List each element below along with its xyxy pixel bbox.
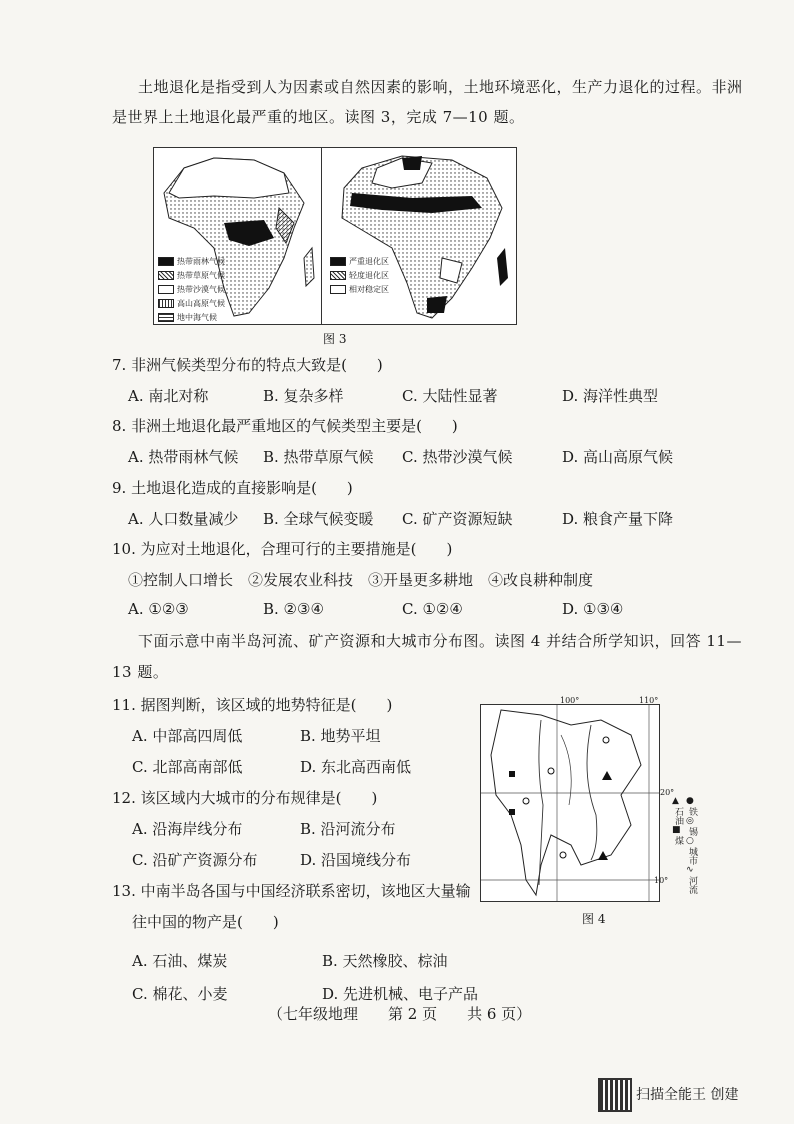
q7-option-a[interactable]: A. 南北对称 [128, 387, 209, 405]
rainforest-swatch [158, 257, 174, 266]
legend-rainforest: 热带雨林气候 [177, 257, 225, 266]
legend-stable: 相对稳定区 [349, 285, 389, 294]
figure-3-caption: 图 3 [323, 332, 347, 346]
coal-icon-2 [509, 809, 515, 815]
africa-land-degradation-map [321, 147, 517, 325]
q8-option-b[interactable]: B. 热带草原气候 [263, 448, 374, 466]
stable-swatch [330, 285, 346, 294]
q12-option-c[interactable]: C. 沿矿产资源分布 [132, 851, 258, 869]
q11-option-d[interactable]: D. 东北高西南低 [300, 758, 412, 776]
question-13-stem-line-1: 13. 中南半岛各国与中国经济联系密切，该地区大量输 [112, 882, 471, 900]
mild-swatch [330, 271, 346, 280]
page-footer: （七年级地理 第 2 页 共 6 页） [268, 1005, 532, 1023]
legend-city: ○ 城市 [686, 836, 697, 865]
q11-option-c[interactable]: C. 北部高南部低 [132, 758, 243, 776]
q12-option-b[interactable]: B. 沿河流分布 [300, 820, 396, 838]
figure-4-legend [672, 796, 686, 845]
indochina-map [480, 704, 660, 902]
lat-label-10: 10° [654, 876, 669, 885]
question-12-stem: 12. 该区域内大城市的分布规律是( ) [112, 789, 378, 807]
africa-climate-map [153, 147, 322, 325]
legend-highland: 高山高原气候 [177, 299, 225, 308]
figure-4-legend-2 [686, 796, 700, 894]
climate-legend [158, 256, 225, 326]
q9-option-d[interactable]: D. 粮食产量下降 [562, 510, 674, 528]
oil-icon-1 [602, 771, 612, 780]
savanna-swatch [158, 271, 174, 280]
coal-icon-1 [509, 771, 515, 777]
q7-option-b[interactable]: B. 复杂多样 [263, 387, 344, 405]
q11-option-b[interactable]: B. 地势平坦 [300, 727, 381, 745]
q13-option-d[interactable]: D. 先进机械、电子产品 [322, 985, 479, 1003]
lon-label-110: 110° [639, 696, 659, 705]
highland-swatch [158, 299, 174, 308]
lon-label-100: 100° [560, 696, 580, 705]
legend-tin: ◎ 锡 [686, 816, 697, 836]
q8-option-d[interactable]: D. 高山高原气候 [562, 448, 674, 466]
question-9-stem: 9. 土地退化造成的直接影响是( ) [112, 479, 353, 497]
q9-option-c[interactable]: C. 矿产资源短缺 [402, 510, 513, 528]
legend-severe: 严重退化区 [349, 257, 389, 266]
q11-option-a[interactable]: A. 中部高四周低 [132, 727, 243, 745]
city-icon-2 [560, 852, 566, 858]
legend-mild: 轻度退化区 [349, 271, 389, 280]
legend-river: ∿ 河流 [686, 865, 697, 894]
q8-option-c[interactable]: C. 热带沙漠气候 [402, 448, 513, 466]
legend-oil: ▲ 石油 [672, 796, 683, 825]
q8-option-a[interactable]: A. 热带雨林气候 [128, 448, 239, 466]
legend-desert: 热带沙漠气候 [177, 285, 225, 294]
q13-option-a[interactable]: A. 石油、煤炭 [132, 952, 228, 970]
q10-option-c[interactable]: C. ①②④ [402, 600, 463, 618]
intro2-line-1: 下面示意中南半岛河流、矿产资源和大城市分布图。读图 4 并结合所学知识，回答 11— [138, 632, 742, 650]
question-7-stem: 7. 非洲气候类型分布的特点大致是( ) [112, 356, 383, 374]
legend-coal: ■ 煤 [672, 825, 683, 845]
qr-code-icon [598, 1078, 632, 1112]
city-icon-3 [523, 798, 529, 804]
question-13-stem-line-2: 往中国的物产是( ) [132, 913, 279, 931]
severe-swatch [330, 257, 346, 266]
intro-line-2: 是世界上土地退化最严重的地区。读图 3，完成 7—10 题。 [112, 108, 525, 126]
q7-option-d[interactable]: D. 海洋性典型 [562, 387, 659, 405]
desert-swatch [158, 285, 174, 294]
figure-4-caption: 图 4 [582, 912, 606, 926]
q13-option-c[interactable]: C. 棉花、小麦 [132, 985, 228, 1003]
city-icon-4 [603, 737, 609, 743]
city-icon-1 [548, 768, 554, 774]
q13-option-b[interactable]: B. 天然橡胶、棕油 [322, 952, 448, 970]
watermark-text: 扫描全能王 创建 [636, 1087, 739, 1103]
legend-mediterranean: 地中海气候 [177, 313, 217, 322]
q7-option-c[interactable]: C. 大陆性显著 [402, 387, 498, 405]
q12-option-d[interactable]: D. 沿国境线分布 [300, 851, 412, 869]
indochina-map-shape [481, 705, 659, 901]
lat-label-20: 20° [660, 788, 675, 797]
q9-option-b[interactable]: B. 全球气候变暖 [263, 510, 374, 528]
q10-option-d[interactable]: D. ①③④ [562, 600, 624, 618]
question-10-stem: 10. 为应对土地退化，合理可行的主要措施是( ) [112, 540, 453, 558]
question-8-stem: 8. 非洲土地退化最严重地区的气候类型主要是( ) [112, 417, 458, 435]
intro-line-1: 土地退化是指受到人为因素或自然因素的影响，土地环境恶化，生产力退化的过程。非洲 [138, 78, 743, 96]
oil-icon-2 [598, 851, 608, 860]
question-11-stem: 11. 据图判断，该区域的地势特征是( ) [112, 696, 393, 714]
legend-iron: ● 铁 [686, 796, 697, 816]
question-10-measures: ①控制人口增长 ②发展农业科技 ③开垦更多耕地 ④改良耕种制度 [128, 571, 594, 589]
q12-option-a[interactable]: A. 沿海岸线分布 [132, 820, 243, 838]
q10-option-a[interactable]: A. ①②③ [128, 600, 189, 618]
intro2-line-2: 13 题。 [112, 663, 169, 681]
legend-savanna: 热带草原气候 [177, 271, 225, 280]
q10-option-b[interactable]: B. ②③④ [263, 600, 324, 618]
degradation-legend [330, 256, 389, 298]
mediterranean-swatch [158, 313, 174, 322]
q9-option-a[interactable]: A. 人口数量减少 [128, 510, 239, 528]
